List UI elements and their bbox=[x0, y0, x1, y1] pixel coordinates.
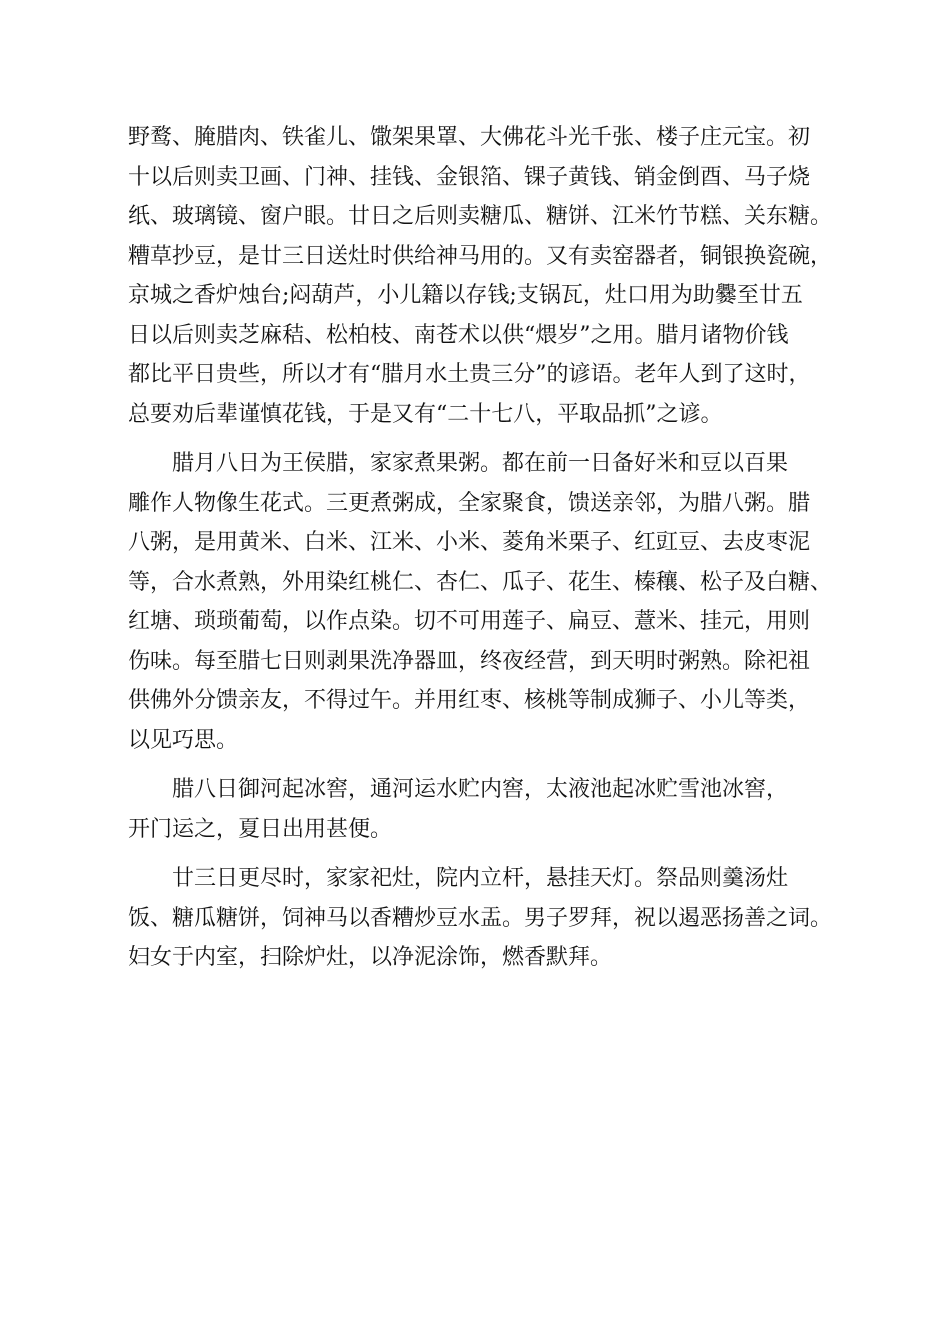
text-line: 供佛外分馈亲友，不得过午。并用红枣、核桃等制成狮子、小儿等类， bbox=[128, 688, 811, 713]
paragraph-2 bbox=[128, 444, 868, 760]
text-line: 饭、糖瓜糖饼，饲神马以香糟炒豆水盂。男子罗拜，祝以遏恶扬善之词。 bbox=[128, 905, 833, 931]
text-line: 以见巧思。 bbox=[128, 727, 239, 753]
paragraph-3 bbox=[128, 770, 868, 849]
text-line: 都比平日贵些，所以才有“腊月水土贵三分”的谚语。老年人到了这时， bbox=[128, 362, 811, 387]
text-line: 日以后则卖芝麻秸、松柏枝、南苍术以供“煨岁”之用。腊月诸物价钱 bbox=[128, 322, 789, 348]
text-line: 伤味。每至腊七日则剥果洗净器皿，终夜经营，到天明时粥熟。除祀祖 bbox=[128, 648, 811, 674]
paragraph-spacer bbox=[128, 760, 868, 770]
text-line: 雕作人物像生花式。三更煮粥成，全家聚食，馈送亲邻，为腊八粥。腊 bbox=[128, 490, 811, 516]
paragraph-spacer bbox=[128, 434, 868, 444]
paragraph-spacer bbox=[128, 849, 868, 859]
text-line: 红塘、琐琐葡萄，以作点染。切不可用莲子、扁豆、薏米、挂元，用则 bbox=[128, 609, 811, 634]
text-line: 等，合水煮熟，外用染红桃仁、杏仁、瓜子、花生、榛穰、松子及白糖、 bbox=[128, 569, 833, 595]
text-line: 腊月八日为王侯腊，家家煮果粥。都在前一日备好米和豆以百果 bbox=[172, 451, 789, 476]
text-line: 十以后则卖卫画、门神、挂钱、金银箔、锞子黄钱、销金倒酉、马子烧 bbox=[128, 164, 811, 190]
text-line: 腊八日御河起冰窖，通河运水贮内窖，太液池起冰贮雪池冰窖， bbox=[172, 777, 789, 802]
text-line: 廿三日更尽时，家家祀灶，院内立杆，悬挂天灯。祭品则羹汤灶 bbox=[172, 866, 789, 891]
text-line: 野鹜、腌腊肉、铁雀儿、馓架果罩、大佛花斗光千张、楼子庄元宝。初 bbox=[128, 125, 811, 150]
text-line: 开门运之，夏日出用甚便。 bbox=[128, 816, 393, 842]
text-line: 纸、玻璃镜、窗户眼。廿日之后则卖糖瓜、糖饼、江米竹节糕、关东糖。 bbox=[128, 204, 833, 229]
text-line: 京城之香炉烛台;闷葫芦，小儿籍以存钱;支锅瓦，灶口用为助爨至廿五 bbox=[128, 283, 803, 308]
text-line: 妇女于内室，扫除炉灶，以净泥涂饰，燃香默拜。 bbox=[128, 945, 613, 970]
paragraph-4 bbox=[128, 859, 868, 978]
document-body bbox=[128, 118, 868, 978]
text-line: 糟草抄豆，是廿三日送灶时供给神马用的。又有卖窑器者，铜银换瓷碗， bbox=[128, 243, 833, 269]
text-line: 总要劝后辈谨慎花钱，于是又有“二十七八，平取品抓”之谚。 bbox=[128, 401, 723, 427]
paragraph-1 bbox=[128, 118, 868, 434]
text-line: 八粥，是用黄米、白米、江米、小米、菱角米栗子、红豇豆、去皮枣泥 bbox=[128, 530, 811, 555]
